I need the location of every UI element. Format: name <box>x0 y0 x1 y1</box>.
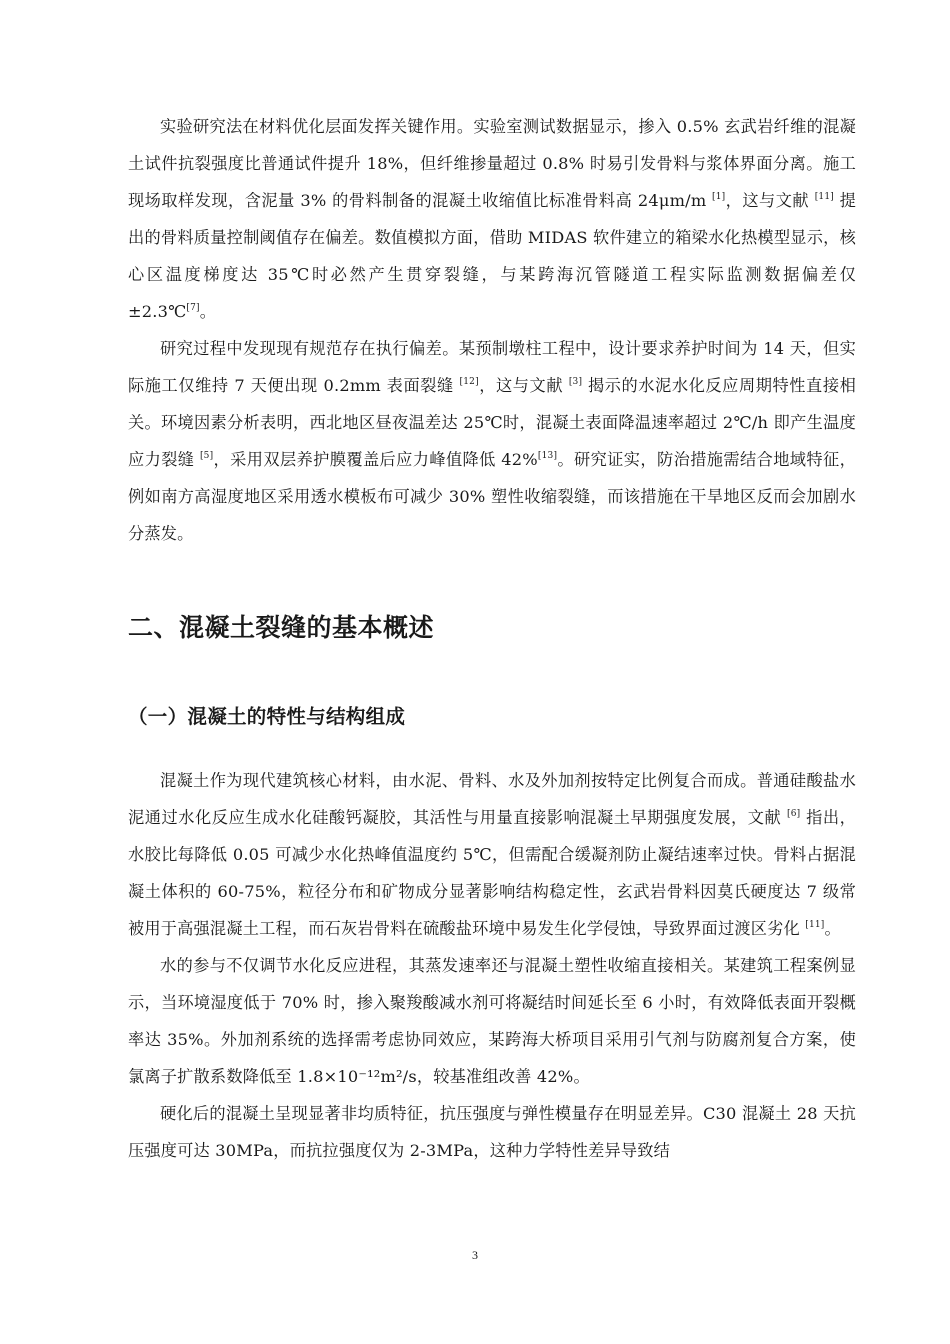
text-run: 。 <box>824 919 841 938</box>
text-run: 揭示的水泥水化反应周期特性直接相关。环境因素分析表明，西北地区昼夜温差达 25℃时，混凝土表面降温速率超过 2℃/h 即产生温度应力裂缝 <box>128 376 857 469</box>
paragraph <box>128 947 856 1095</box>
text-run: 水的参与不仅调节水化反应进程，其蒸发速率还与混凝土塑性收缩直接相关。某建筑工程案例显示，当环境湿度低于 70% 时，掺入聚羧酸减水剂可将凝结时间延长至 6 小时，有效降低表面开裂概率达 35%。外加剂系统的选择需考虑协同效应，某跨海大桥项目采用引气剂与防腐剂复合方案，使氯离子扩散系数降低至 1.8×10⁻¹²m²/s，较基准组改善 42%。 <box>128 956 856 1086</box>
citation-ref: [1] <box>712 192 726 202</box>
text-run: 混凝土作为现代建筑核心材料，由水泥、骨料、水及外加剂按特定比例复合而成。普通硅酸盐水泥通过水化反应生成水化硅酸钙凝胶，其活性与用量直接影响混凝土早期强度发展，文献 <box>128 771 856 827</box>
text-run: 提出的骨料质量控制阈值存在偏差。数值模拟方面，借助 MIDAS 软件建立的箱梁水化热模型显示，核心区温度梯度达 35℃时必然产生贯穿裂缝，与某跨海沉管隧道工程实际监测数据偏差仅 ±2.3℃ <box>128 191 856 321</box>
text-run: ，采用双层养护膜覆盖后应力峰值降低 42% <box>213 450 538 469</box>
paragraph <box>128 330 856 552</box>
body-text-bottom <box>128 762 856 1169</box>
text-run: ，这与文献 <box>478 376 569 395</box>
citation-ref: [12] <box>459 377 479 387</box>
citation-ref: [5] <box>199 451 214 461</box>
text-run: 。研究证实，防治措施需结合地域特征，例如南方高湿度地区采用透水模板布可减少 30% 塑性收缩裂缝，而该措施在干旱地区反而会加剧水分蒸发。 <box>128 450 856 543</box>
text-run: 硬化后的混凝土呈现显著非均质特征，抗压强度与弹性模量存在明显差异。C30 混凝土 28 天抗压强度可达 30MPa，而抗拉强度仅为 2-3MPa，这种力学特性差异导致结 <box>128 1104 856 1160</box>
citation-ref: [11] <box>805 920 825 930</box>
text-run: 研究过程中发现现有规范存在执行偏差。某预制墩柱工程中，设计要求养护时间为 14 天，但实际施工仅维持 7 天便出现 0.2mm 表面裂缝 <box>128 339 856 395</box>
paragraph <box>128 108 856 330</box>
citation-ref: [3] <box>568 377 583 387</box>
subsection-heading: （一）混凝土的特性与结构组成 <box>128 705 406 728</box>
citation-ref: [11] <box>814 192 834 202</box>
page-number: 3 <box>472 1248 478 1262</box>
text-run: 指出，水胶比每降低 0.05 可减少水化热峰值温度约 5℃，但需配合缓凝剂防止凝结速率过快。骨料占据混凝土体积的 60-75%，粒径分布和矿物成分显著影响结构稳定性，玄武岩骨料因莫氏硬度达 7 级常被用于高强混凝土工程，而石灰岩骨料在硫酸盐环境中易发生化学侵蚀，导致界面过渡区劣化 <box>128 808 856 938</box>
paragraph <box>128 762 856 947</box>
citation-ref: [6] <box>787 809 801 819</box>
citation-ref: [13] <box>537 451 558 461</box>
text-run: 。 <box>199 302 217 321</box>
section-heading: 二、混凝土裂缝的基本概述 <box>128 613 435 642</box>
body-text-top <box>128 108 856 552</box>
text-run: ，这与文献 <box>725 191 815 210</box>
text-run: 实验研究法在材料优化层面发挥关键作用。实验室测试数据显示，掺入 0.5% 玄武岩纤维的混凝土试件抗裂强度比普通试件提升 18%，但纤维掺量超过 0.8% 时易引发骨料与浆体界面分离。施工现场取样发现，含泥量 3% 的骨料制备的混凝土收缩值比标准骨料高 24μm/m <box>128 117 856 210</box>
paragraph <box>128 1095 856 1169</box>
citation-ref: [7] <box>186 303 200 313</box>
